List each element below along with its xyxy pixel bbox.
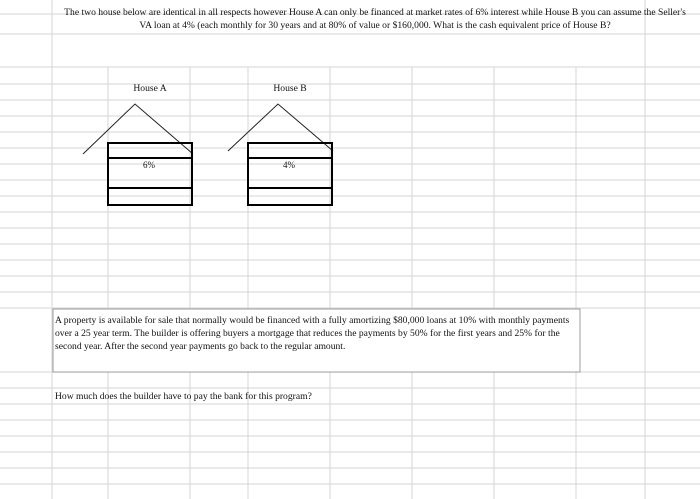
house-a-rate: 6% xyxy=(143,160,155,170)
question-2-text: A property is available for sale that normally would be financed with a fully amortizing $80,000 loans at 10% with monthly payments over a 25 year term. The builder is offering buyers a mortgage that reduces the payments by 50% for the first years and 25% for the second year. After the second year payments go back to the regular amount. xyxy=(55,315,570,352)
house-b-rate: 4% xyxy=(283,160,295,170)
question-1-text: The two house below are identical in all respects however House A can only be financed at market rates of 6% interest while House B you can assume the Seller's VA loan at 4% (each monthly for 30 years and at 80% of value or $160,000. What is the cash equivalent price of House B? xyxy=(64,7,686,31)
question-3-text: How much does the builder have to pay the bank for this program? xyxy=(55,391,312,402)
house-b-body xyxy=(248,143,332,205)
house-a-label: House A xyxy=(133,83,167,94)
house-b-label: House B xyxy=(273,83,307,94)
